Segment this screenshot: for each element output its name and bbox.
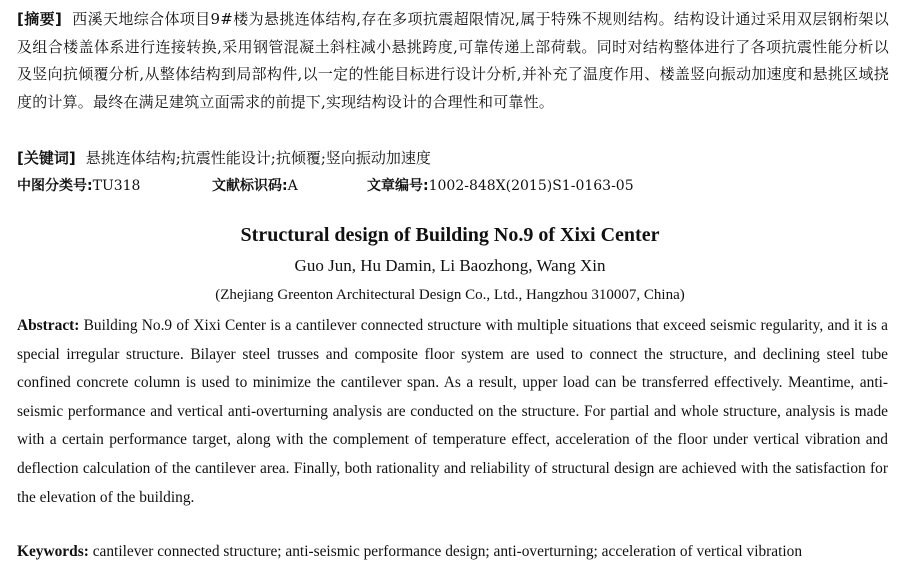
english-authors: Guo Jun, Hu Damin, Li Baozhong, Wang Xin <box>294 256 606 275</box>
chinese-keywords <box>17 146 889 170</box>
article-number <box>367 175 634 197</box>
classification-row <box>17 175 889 197</box>
english-keywords <box>17 540 897 564</box>
english-abstract-label: Abstract: <box>17 317 80 334</box>
clc-value: TU318 <box>92 178 141 194</box>
english-title: Structural design of Building No.9 of Xixi Center <box>240 224 660 246</box>
chinese-abstract-text: 西溪天地综合体项目9#楼为悬挑连体结构,存在多项抗震超限情况,属于特殊不规则结构。结构设计通过采用双层钢桁架以及组合楼盖体系进行连接转换,采用钢管混凝土斜柱减小悬挑跨度,可靠传递上部荷载。同时对结构整体进行了各项抗震性能分析以及竖向抗倾覆分析,从整体结构到局部构件,以一定的性能目标进行设计分析,并补充了温度作用、楼盖竖向振动加速度和悬挑区域挠度的计算。最终在满足建筑立面需求的前提下,实现结构设计的合理性和可靠性。 <box>17 10 889 111</box>
document-code <box>212 175 367 197</box>
clc-number <box>17 175 212 197</box>
chinese-keywords-label: [关键词] <box>17 149 76 167</box>
chinese-keywords-text: 悬挑连体结构;抗震性能设计;抗倾覆;竖向振动加速度 <box>85 149 431 167</box>
english-keywords-label: Keywords: <box>17 543 89 560</box>
clc-label: 中图分类号: <box>17 178 93 194</box>
chinese-abstract-label: [摘要] <box>17 10 63 28</box>
document-code-value: A <box>287 178 298 194</box>
article-number-label: 文章编号: <box>367 178 429 194</box>
english-abstract <box>17 312 888 512</box>
english-abstract-text: Building No.9 of Xixi Center is a cantilever connected structure with multiple situations that exceed seismic regularity, and it is a special irregular structure. Bilayer steel trusses and composite floor system are used to connect the structure, and declining steel tube confined concrete column is used to minimize the cantilever span. As a result, upper load can be transferred effectively. Meantime, anti-seismic performance and vertical anti-overturning analysis are conducted on the structure. For partial and whole structure, analysis is made with a certain performance target, along with the complement of temperature effect, acceleration of the floor under vertical vibration and deflection calculation of the cantilever area. Finally, both rationality and reliability of structural design are achieved with the satisfaction for the elevation of the building. <box>17 317 888 506</box>
english-affiliation: (Zhejiang Greenton Architectural Design Co., Ltd., Hangzhou 310007, China) <box>215 287 685 303</box>
english-keywords-text: cantilever connected structure; anti-seismic performance design; anti-overturning; acceleration of vertical vibration <box>92 543 803 560</box>
article-number-value: 1002-848X(2015)S1-0163-05 <box>428 178 634 194</box>
chinese-abstract <box>17 6 889 116</box>
document-code-label: 文献标识码: <box>212 178 288 194</box>
